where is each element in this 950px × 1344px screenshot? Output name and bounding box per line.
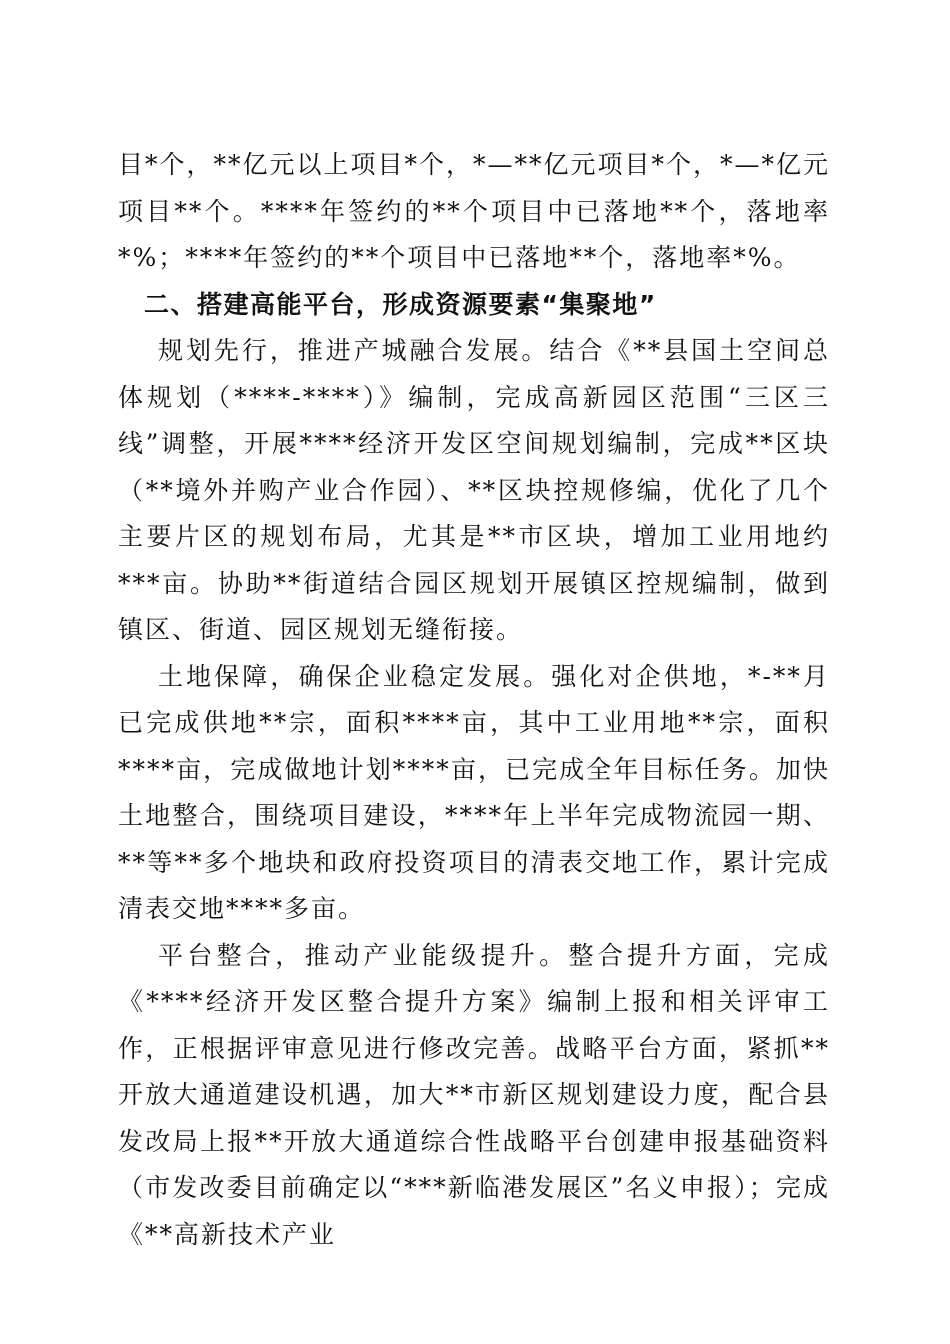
paragraph-planning: 规划先行，推进产城融合发展。结合《**县国土空间总体规划（****-****）》编制，完成高新园区范围“三区三线”调整，开展****经济开发区空间规划编制，完成**区块（**境外并购产业合作园）、**区块控规修编，优化了几个主要片区的规划布局，尤其是**市区块，增加工业用地约***亩。协助**街道结合园区规划开展镇区控规编制，做到镇区、街道、园区规划无缝衔接。	[118, 336, 830, 644]
document-body	[118, 142, 830, 1258]
paragraph-continued: 目*个，**亿元以上项目*个，*—**亿元项目*个，*—*亿元项目**个。****年签约的**个项目中已落地**个，落地率*%；****年签约的**个项目中已落地**个，落地率*%。	[118, 150, 831, 272]
paragraph-land: 土地保障，确保企业稳定发展。强化对企供地，*-**月已完成供地**宗，面积****亩，其中工业用地**宗，面积****亩，完成做地计划****亩，已完成全年目标任务。加快土地整合，围绕项目建设，****年上半年完成物流园一期、**等**多个地块和政府投资项目的清表交地工作，累计完成清表交地****多亩。	[118, 661, 830, 923]
section-heading: 二、搭建高能平台，形成资源要素“集聚地”	[144, 289, 657, 319]
paragraph-platform: 平台整合，推动产业能级提升。整合提升方面，完成《****经济开发区整合提升方案》编制上报和相关评审工作，正根据评审意见进行修改完善。战略平台方面，紧抓**开放大通道建设机遇，加大**市新区规划建设力度，配合县发改局上报**开放大通道综合性战略平台创建申报基础资料（市发改委目前确定以“***新临港发展区”名义申报）；完成《**高新技术产业	[118, 940, 830, 1249]
